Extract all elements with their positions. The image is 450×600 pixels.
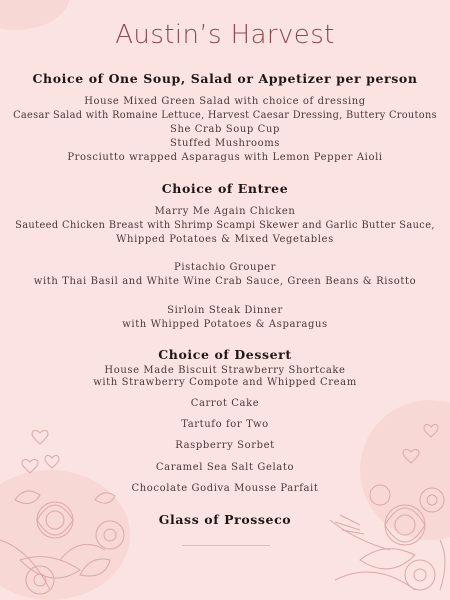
soup-item: She Crab Soup Cup <box>170 124 280 135</box>
dessert-item: Chocolate Godiva Mousse Parfait <box>131 483 319 494</box>
dessert-item: Carrot Cake <box>190 398 260 409</box>
dessert-item: House Made Biscuit Strawberry Shortcake <box>104 365 346 376</box>
entree-item-description: with Thai Basil and White Wine Crab Sauce, Green Beans & Risotto <box>33 276 417 287</box>
entree-item-description: Whipped Potatoes & Mixed Vegetables <box>116 234 334 245</box>
dessert-item: Tartufo for Two <box>181 419 269 430</box>
closing-heading: Glass of Prosseco <box>158 512 292 527</box>
entree-item-description: Sauteed Chicken Breast with Shrimp Scampi Skewer and Garlic Butter Sauce, <box>15 220 435 231</box>
entree-item-name: Pistachio Grouper <box>173 262 276 273</box>
dessert-item: Caramel Sea Salt Gelato <box>155 462 295 473</box>
soup-item: Stuffed Mushrooms <box>169 138 281 149</box>
restaurant-title: Austin’s Harvest <box>115 20 335 50</box>
dessert-item: Raspberry Sorbet <box>175 440 275 451</box>
soup-heading: Choice of One Soup, Salad or Appetizer per person <box>32 71 418 86</box>
dessert-heading: Choice of Dessert <box>158 347 292 362</box>
dessert-item-description: with Strawberry Compote and Whipped Cream <box>93 377 357 388</box>
entree-item-description: with Whipped Potatoes & Asparagus <box>122 319 328 330</box>
entree-item-name: Sirloin Steak Dinner <box>167 305 283 316</box>
soup-item: Prosciutto wrapped Asparagus with Lemon Pepper Aioli <box>67 152 383 163</box>
soup-item: Caesar Salad with Romaine Lettuce, Harvest Caesar Dressing, Buttery Croutons <box>13 110 437 121</box>
soup-item: House Mixed Green Salad with choice of dressing <box>84 96 366 107</box>
entree-item-name: Marry Me Again Chicken <box>154 206 296 217</box>
entree-heading: Choice of Entree <box>161 181 289 196</box>
divider <box>182 545 270 546</box>
